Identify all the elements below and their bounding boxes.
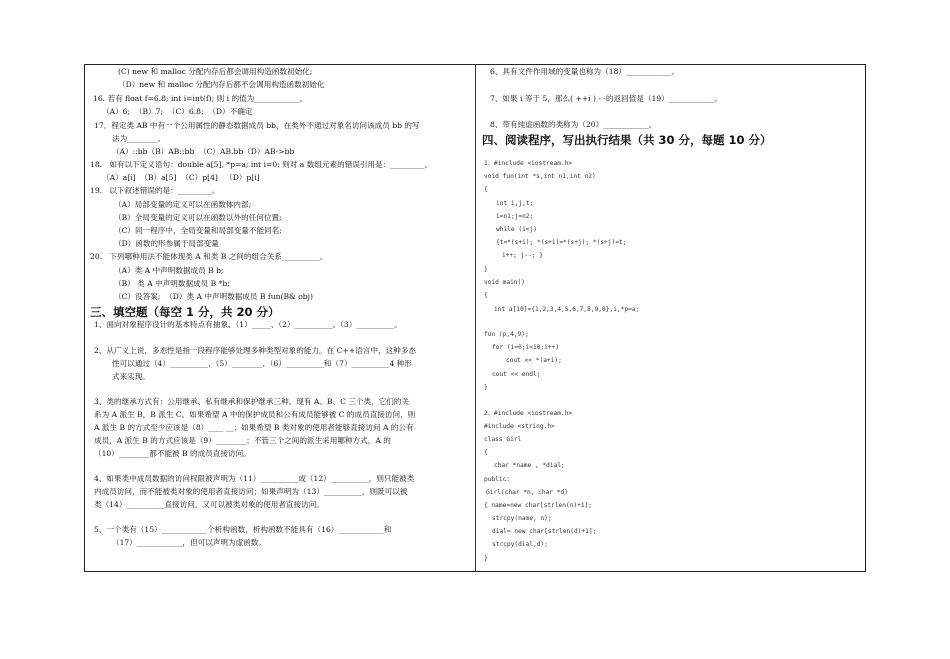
code-line: cout << *(a+i); bbox=[506, 357, 562, 364]
question-line: （A）::bb（B）AB::bb （C）AB.bb（D）AB->bb bbox=[112, 147, 295, 156]
question-line: （A）a[i] （B）a[5] （C）p[4] （D）p[i] bbox=[102, 173, 260, 182]
code-line: for (i=0;i<10;i++) bbox=[492, 344, 560, 351]
code-line: int a[10]={1,2,3,4,5,6,7,8,9,0},i,*p=a; bbox=[494, 306, 640, 313]
code-line: void main() bbox=[484, 279, 525, 286]
question-line: 17．程定类 AB 中有一个公用属性的静态数据成员 bb，在类外不通过对象名访问该成员 bb 的写 bbox=[94, 121, 420, 130]
code-line: } bbox=[484, 266, 488, 273]
question-line: 7、如果 i 等于 5，那么( ++i ) - -的返回值是（19）____________。 bbox=[490, 94, 722, 103]
question-line: 式来实现。 bbox=[112, 372, 150, 381]
question-line: A 派生 B 的方式至少应该是（8）____ __；如果希望 B 类对象的使用者能够直接访问 A 的公有 bbox=[94, 423, 414, 432]
code-line: public: bbox=[484, 476, 511, 483]
question-line: （10）________都不能被 B 的成员直接访问。 bbox=[94, 449, 251, 458]
question-line: （C）没答案; （D）类 A 中声明数据成员 B fun(B& obj) bbox=[114, 292, 313, 301]
question-line: 20. 下列哪种用法不能体现类 A 和类 B 之间的组合关系__________。 bbox=[90, 252, 328, 261]
question-line: 19. 以下叙述错误的是：_________。 bbox=[90, 186, 220, 195]
code-line: {t=*(s+i); *(s+i)=*(s+j); *(s+j)=t; bbox=[496, 239, 627, 246]
question-line: （B） 类 A 中声明数据成员 B *b; bbox=[114, 279, 230, 288]
question-line: 8、带有纯虚函数的类称为（20）____________。 bbox=[490, 120, 657, 129]
code-line: int i,j,t; bbox=[496, 200, 534, 207]
code-line: #include <string.h> bbox=[484, 423, 555, 430]
code-line: fun (p,4,9); bbox=[484, 331, 529, 338]
column-divider bbox=[475, 64, 476, 572]
code-line: class Girl bbox=[484, 436, 522, 443]
question-line: 内成员访问，而不能被类对象的使用者直接访问；如果声明为（13）__________，则既可以被 bbox=[94, 487, 408, 496]
question-line: （A）类 A 中声明数据成员 B b; bbox=[114, 266, 224, 275]
question-line: （B）全局变量的定义可以在函数以外的任何位置; bbox=[114, 213, 282, 222]
question-line: 2、从广义上说，多态性是指一段程序能够处理多种类型对象的能力。在 C++语言中，这种多态 bbox=[94, 346, 416, 355]
code-line: cout << endl; bbox=[492, 371, 541, 378]
question-line: 法为________。 bbox=[112, 134, 166, 143]
code-line: strcpy(name, n); bbox=[492, 515, 552, 522]
question-line: 系为 A 派生 B，B 派生 C。如果希望 A 中的保护成员和公有成员能够被 C 的成员直接访问，则 bbox=[94, 410, 416, 419]
question-line: 4、如果类中成员数据的访问权限被声明为（11）__________或（12）__________，则只能被类 bbox=[94, 474, 415, 483]
question-line: （17）____________，但可以声明为虚函数。 bbox=[112, 538, 266, 547]
section-heading-fill-blank: 三、填空题（每空 1 分，共 20 分） bbox=[90, 305, 280, 319]
code-line: char *name , *dial; bbox=[494, 462, 565, 469]
code-line: dial= new char[strlen(d)+1]; bbox=[492, 528, 597, 535]
code-line: { bbox=[484, 292, 488, 299]
question-line: (C) new 和 malloc 分配内存后都会调用构造函数初始化; bbox=[118, 67, 313, 76]
question-line: 3、类的继承方式有：公用继承、私有继承和保护继承三种。现有 A、B、C 三个类，它们的关 bbox=[94, 397, 410, 406]
code-line: } bbox=[484, 555, 488, 562]
code-line: } bbox=[484, 384, 488, 391]
question-line: 6、具有文件作用域的变量也称为（18）____________。 bbox=[490, 67, 680, 76]
section-heading-read-program: 四、阅读程序，写出执行结果（共 30 分，每题 10 分） bbox=[482, 133, 772, 147]
code-line: 2、#include <iostream.h> bbox=[484, 410, 573, 417]
question-line: （C）同一程序中，全局变量和局部变量不能同名; bbox=[114, 226, 282, 235]
question-line: （D）new 和 malloc 分配内存后都不会调用构造函数初始化 bbox=[118, 80, 325, 89]
code-line: { name=new char[strlen(n)+1]; bbox=[484, 502, 593, 509]
code-line: { bbox=[484, 449, 488, 456]
question-line: （A）6; （B）7; （C）6.8; （D）不确定 bbox=[102, 107, 253, 116]
question-line: 性可以通过（4）__________、（5）________、（6）__________和（7）__________4 种形 bbox=[112, 359, 412, 368]
question-line: （A）局部变量的定义可以在函数体内部; bbox=[114, 200, 252, 209]
code-line: strcpy(dial,d); bbox=[492, 541, 548, 548]
question-line: 5、一个类有（15）____________个析构函数，析构函数不能具有（16）____________和 bbox=[94, 525, 392, 534]
code-line: while (i<j) bbox=[496, 226, 537, 233]
question-line: 类（14）__________直接访问，又可以被类对象的使用者直接访问。 bbox=[94, 500, 324, 509]
question-line: （D）函数的形参属于局部变量 bbox=[114, 239, 219, 248]
question-line: 18. 如有以下定义语句：double a[5], *p=a; int i=0; 则对 a 数组元素的错误引用是：_________。 bbox=[90, 160, 433, 169]
question-line: 成员，A 派生 B 的方式应该是（9）________；不管三个之间的派生采用哪种方式，A 的 bbox=[94, 436, 391, 445]
question-line: 16. 若有 float f=6.8; int i=int(f); 则 i 的值为____________。 bbox=[93, 94, 308, 103]
code-line: i++; j--; } bbox=[502, 252, 543, 259]
code-line: void fun(int *s,int n1,int n2) bbox=[484, 173, 596, 180]
code-line: 1、#include <iostream.h> bbox=[484, 160, 573, 167]
code-line: Girl(char *n, char *d) bbox=[486, 489, 568, 496]
code-line: { bbox=[484, 186, 488, 193]
question-line: 1、面向对象程序设计的基本特点有抽象、（1）_____、（2）__________、（3）__________。 bbox=[94, 320, 402, 329]
code-line: i=n1;j=n2; bbox=[496, 213, 534, 220]
